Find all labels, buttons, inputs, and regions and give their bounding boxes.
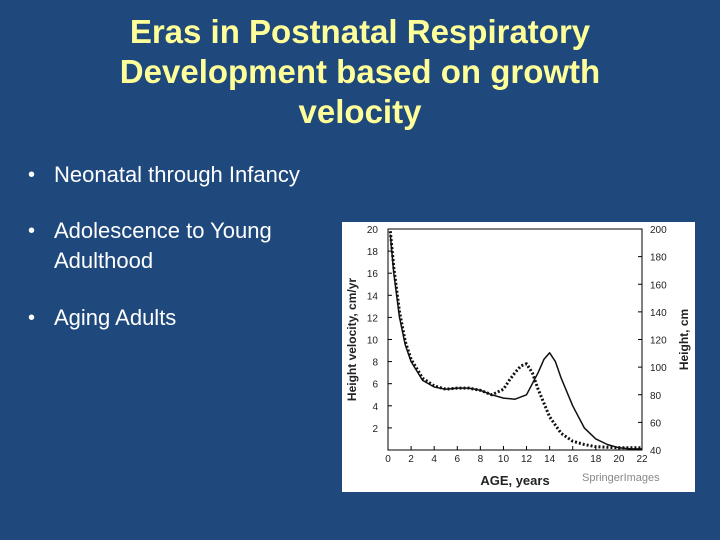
bullet-marker: • [28, 307, 36, 329]
x-tick-label: 8 [477, 454, 484, 465]
velocity-line-solid [390, 235, 642, 449]
y-tick-label: 8 [372, 357, 378, 369]
title-line: Development based on growth [119, 53, 601, 90]
y2-tick-label: 180 [650, 252, 667, 264]
y-tick-label: 2 [372, 423, 378, 435]
bullet-text: Neonatal through Infancy [54, 162, 300, 187]
y-tick-label: 14 [366, 291, 378, 303]
y-tick-label: 4 [372, 401, 378, 413]
x-tick-label: 18 [590, 454, 602, 465]
growth-velocity-chart [342, 222, 695, 492]
y-axis-label: Height velocity, cm/yr [345, 277, 359, 402]
bullet-text: Adulthood [54, 248, 154, 273]
y2-tick-label: 140 [650, 307, 667, 319]
y2-tick-label: 160 [650, 280, 667, 292]
y-tick-label: 6 [372, 379, 378, 391]
growth-velocity-figure [342, 222, 695, 492]
x-tick-label: 6 [454, 454, 461, 465]
x-tick-label: 20 [613, 454, 625, 465]
y2-tick-label: 100 [650, 363, 667, 375]
y-tick-label: 20 [366, 225, 378, 236]
x-tick-label: 16 [567, 454, 579, 465]
y-tick-label: 18 [366, 247, 378, 259]
slide-title [40, 12, 680, 132]
y2-tick-label: 120 [650, 335, 667, 347]
y2-tick-label: 60 [650, 418, 662, 430]
y2-tick-label: 200 [650, 225, 667, 236]
x-axis-label: AGE, years [480, 473, 550, 488]
title-line: velocity [298, 93, 422, 130]
bullet-text: Aging Adults [54, 305, 177, 330]
bullet-marker: • [28, 220, 36, 242]
x-tick-label: 4 [431, 454, 437, 465]
bullet-text: Adolescence to Young [54, 218, 272, 243]
x-tick-label: 22 [636, 454, 648, 465]
bullet-marker: • [28, 164, 36, 186]
x-tick-label: 10 [497, 454, 510, 465]
x-tick-label: 14 [544, 454, 556, 465]
x-tick-label: 12 [520, 454, 533, 465]
x-tick-label: 0 [385, 454, 391, 465]
y2-tick-label: 40 [650, 446, 662, 457]
y2-axis-label: Height, cm [677, 308, 691, 371]
y-tick-label: 10 [366, 335, 378, 347]
title-line: Eras in Postnatal Respiratory [129, 13, 591, 50]
image-credit: SpringerImages [582, 472, 660, 484]
y2-tick-label: 80 [650, 390, 662, 402]
y-tick-label: 12 [366, 313, 378, 325]
plot-frame [388, 229, 642, 450]
y-tick-label: 16 [366, 269, 378, 281]
x-tick-label: 2 [408, 454, 414, 465]
velocity-line-dotted [390, 231, 642, 448]
